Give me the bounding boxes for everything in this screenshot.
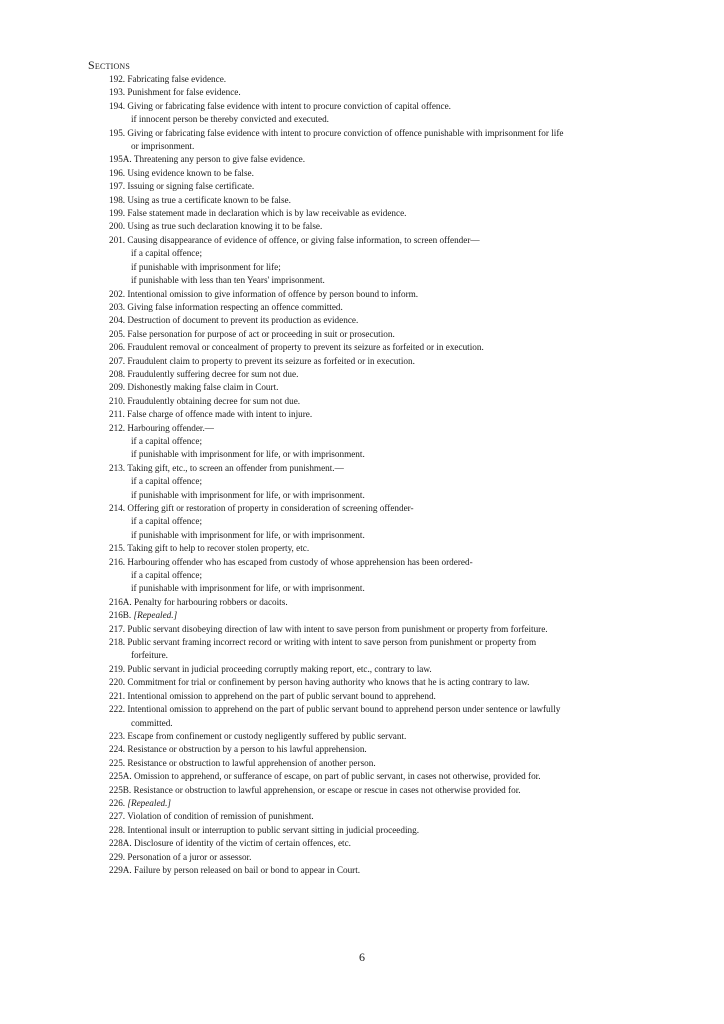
section-entry <box>109 368 654 381</box>
section-number: 202. <box>109 288 126 299</box>
section-number: 214. <box>109 503 126 513</box>
section-title-continued: if innocent person be thereby convicted and executed. <box>131 114 329 125</box>
section-number: 221. <box>109 690 126 701</box>
section-number: 222. <box>109 704 126 715</box>
section-entry <box>109 355 654 368</box>
section-entry <box>109 73 654 86</box>
section-entry <box>109 341 654 354</box>
section-title: Taking gift, etc., to screen an offender from punishment.— <box>127 462 344 473</box>
section-title: Destruction of document to prevent its production as evidence. <box>127 315 359 326</box>
section-title: Fraudulent claim to property to prevent its seizure as forfeited or in execution. <box>127 355 415 366</box>
section-number: 215. <box>109 543 126 554</box>
page-number: 6 <box>359 950 365 964</box>
section-number: 216. <box>109 556 126 567</box>
section-title: Escape from confinement or custody negligently suffered by public servant. <box>127 730 407 741</box>
section-number: 211. <box>109 409 125 420</box>
section-title: Using evidence known to be false. <box>127 167 254 178</box>
section-number: 210. <box>109 395 126 406</box>
section-title: False charge of offence made with intent to injure. <box>127 409 313 420</box>
section-number: 219. <box>109 663 126 674</box>
section-number: 193. <box>109 87 126 98</box>
section-entry <box>109 288 654 301</box>
section-entry <box>109 797 654 810</box>
section-number: 199. <box>109 208 126 219</box>
section-repealed: [Repealed.] <box>127 797 172 808</box>
section-number: 220. <box>109 677 126 688</box>
section-number: 216A. <box>109 596 132 607</box>
section-number: 206. <box>109 342 126 353</box>
section-number: 226. <box>109 797 126 808</box>
section-number: 223. <box>109 730 126 741</box>
section-entry <box>109 837 654 850</box>
section-entry <box>109 784 654 797</box>
section-entry <box>109 220 654 233</box>
section-sub-item: if punishable with imprisonment for life, or with imprisonment. <box>131 449 365 460</box>
section-title: Public servant disobeying direction of law with intent to save person from punishment or property from forfeiture. <box>127 623 548 634</box>
section-entry <box>109 462 654 475</box>
section-title: Fraudulently suffering decree for sum not due. <box>127 368 299 379</box>
section-entry <box>109 395 654 408</box>
section-number: 225B. <box>109 784 132 795</box>
section-title: Punishment for false evidence. <box>127 87 241 98</box>
section-title: Resistance or obstruction to lawful apprehension, or escape or rescue in cases not otherwise provided for. <box>133 784 521 795</box>
section-title: Resistance or obstruction to lawful apprehension of another person. <box>127 757 376 768</box>
section-number: 218. <box>109 637 126 648</box>
section-title: Public servant in judicial proceeding corruptly making report, etc., contrary to law. <box>127 663 432 674</box>
section-number: 195. <box>109 127 126 138</box>
section-title: Causing disappearance of evidence of offence, or giving false information, to screen offender— <box>127 234 480 245</box>
section-entry <box>109 703 654 716</box>
section-entry <box>109 623 654 636</box>
section-entry <box>109 596 654 609</box>
section-number: 196. <box>109 167 126 178</box>
section-number: 195A. <box>109 154 132 165</box>
section-number: 201. <box>109 234 126 245</box>
section-title: Giving false information respecting an offence committed. <box>127 301 343 312</box>
section-title: Commitment for trial or confinement by person having authority who knows that he is acting contrary to law. <box>127 677 530 688</box>
section-entry <box>109 609 654 622</box>
section-title: Using as true a certificate known to be false. <box>127 194 291 205</box>
section-entry <box>109 301 654 314</box>
section-entry <box>109 663 654 676</box>
section-number: 213. <box>109 462 126 473</box>
section-sub-item: if punishable with less than ten Years' imprisonment. <box>131 275 325 286</box>
section-title-continued: forfeiture. <box>131 650 168 661</box>
section-number: 216B. <box>109 610 132 621</box>
section-number: 224. <box>109 744 126 755</box>
section-entry <box>109 328 654 341</box>
section-number: 203. <box>109 301 126 312</box>
section-entry <box>109 100 654 113</box>
section-title: Dishonestly making false claim in Court. <box>127 382 279 393</box>
sections-heading: Sections <box>88 58 131 72</box>
section-title: Failure by person released on bail or bond to appear in Court. <box>134 864 361 875</box>
section-entry <box>109 167 654 180</box>
section-title: Taking gift to help to recover stolen property, etc. <box>127 543 310 554</box>
section-repealed: [Repealed.] <box>133 610 178 621</box>
section-title: False personation for purpose of act or proceeding in suit or prosecution. <box>127 328 395 339</box>
section-number: 205. <box>109 328 126 339</box>
section-number: 198. <box>109 194 126 205</box>
section-entry <box>109 194 654 207</box>
section-title-continued: committed. <box>131 717 173 728</box>
section-entry <box>109 408 654 421</box>
section-number: 200. <box>109 221 126 232</box>
section-sub-item: if punishable with imprisonment for life, or with imprisonment. <box>131 489 365 500</box>
section-entry <box>109 676 654 689</box>
section-title: Resistance or obstruction by a person to his lawful apprehension. <box>127 744 367 755</box>
section-title: Intentional omission to apprehend on the part of public servant bound to apprehend. <box>127 690 436 701</box>
section-title: Disclosure of identity of the victim of certain offences, etc. <box>134 838 351 849</box>
section-entry <box>109 542 654 555</box>
section-entry <box>109 730 654 743</box>
section-entry <box>109 127 654 140</box>
section-number: 229. <box>109 851 126 862</box>
section-title-continued: or imprisonment. <box>131 141 195 152</box>
section-number: 228. <box>109 824 126 835</box>
section-title: Penalty for harbouring robbers or dacoits. <box>134 596 288 607</box>
section-title: Intentional omission to apprehend on the part of public servant bound to apprehend person under sentence or lawfully <box>127 704 561 715</box>
section-entry <box>109 810 654 823</box>
section-title: Harbouring offender.— <box>127 422 214 433</box>
section-number: 209. <box>109 382 126 393</box>
section-entry <box>109 86 654 99</box>
section-sub-item: if a capital offence; <box>131 476 202 487</box>
section-number: 225A. <box>109 771 132 782</box>
section-entry <box>109 690 654 703</box>
section-entry <box>109 757 654 770</box>
section-title: Personation of a juror or assessor. <box>127 851 252 862</box>
section-entry <box>109 864 654 877</box>
section-number: 207. <box>109 355 126 366</box>
section-entry <box>109 636 654 649</box>
section-entry <box>109 770 654 783</box>
section-title: Omission to apprehend, or sufferance of escape, on part of public servant, in cases not otherwise, provided for. <box>134 771 541 782</box>
section-title: Violation of condition of remission of punishment. <box>127 811 314 822</box>
section-number: 194. <box>109 100 126 111</box>
section-number: 208. <box>109 368 126 379</box>
section-entry <box>109 381 654 394</box>
section-sub-item: if punishable with imprisonment for life, or with imprisonment. <box>131 583 365 594</box>
sections-list <box>109 73 654 877</box>
section-entry <box>109 556 654 569</box>
section-title: Threatening any person to give false evidence. <box>133 154 306 165</box>
section-number: 212. <box>109 422 126 433</box>
section-title: Fabricating false evidence. <box>127 74 227 84</box>
section-title: Public servant framing incorrect record or writing with intent to save person from punishment or property from <box>127 637 537 648</box>
section-number: 225. <box>109 757 126 768</box>
section-entry <box>109 153 654 166</box>
section-title: Using as true such declaration knowing it to be false. <box>127 221 323 232</box>
section-title: Fraudulently obtaining decree for sum not due. <box>127 395 301 406</box>
section-entry <box>109 824 654 837</box>
section-sub-item: if a capital offence; <box>131 248 202 259</box>
section-sub-item: if punishable with imprisonment for life; <box>131 261 281 272</box>
section-title: Offering gift or restoration of property in consideration of screening offender- <box>127 503 414 513</box>
section-title: Fraudulent removal or concealment of property to prevent its seizure as forfeited or in execution. <box>127 342 484 353</box>
section-entry <box>109 851 654 864</box>
section-sub-item: if a capital offence; <box>131 516 202 527</box>
section-number: 204. <box>109 315 126 326</box>
section-entry <box>109 502 654 515</box>
section-entry <box>109 180 654 193</box>
section-number: 217. <box>109 623 126 634</box>
section-sub-item: if a capital offence; <box>131 435 202 446</box>
section-entry <box>109 234 654 247</box>
section-title: Issuing or signing false certificate. <box>127 181 255 192</box>
section-title: False statement made in declaration which is by law receivable as evidence. <box>127 208 407 219</box>
section-number: 229A. <box>109 864 132 875</box>
section-number: 192. <box>109 74 126 84</box>
section-title: Giving or fabricating false evidence with intent to procure conviction of capital offence. <box>127 100 451 111</box>
section-entry <box>109 314 654 327</box>
section-title: Harbouring offender who has escaped from custody of whose apprehension has been ordered- <box>127 556 473 567</box>
section-number: 228A. <box>109 838 132 849</box>
section-number: 227. <box>109 811 126 822</box>
section-title: Giving or fabricating false evidence with intent to procure conviction of offence punishable with imprisonment for life <box>127 127 564 138</box>
section-sub-item: if a capital offence; <box>131 570 202 581</box>
section-title: Intentional insult or interruption to public servant sitting in judicial proceeding. <box>127 824 420 835</box>
section-entry <box>109 422 654 435</box>
section-sub-item: if punishable with imprisonment for life, or with imprisonment. <box>131 529 365 540</box>
section-entry <box>109 207 654 220</box>
section-title: Intentional omission to give information of offence by person bound to inform. <box>127 288 419 299</box>
section-entry <box>109 743 654 756</box>
section-number: 197. <box>109 181 126 192</box>
